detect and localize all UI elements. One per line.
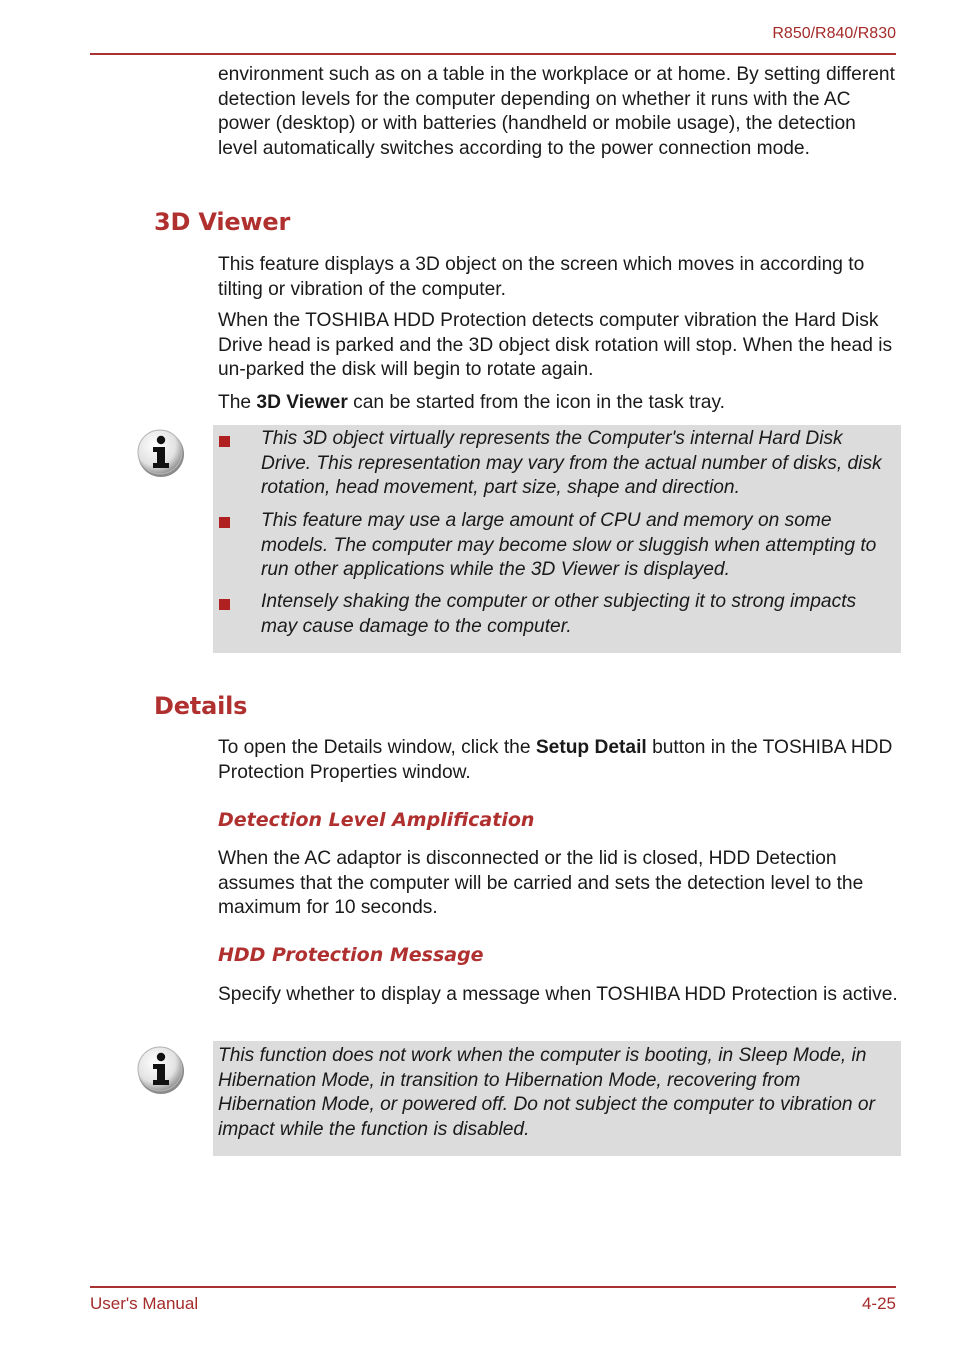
hdd-message-paragraph: Specify whether to display a message when TOSHIBA HDD Protection is active. bbox=[218, 984, 898, 1005]
section-heading-details: Details bbox=[154, 692, 248, 720]
section-heading-3d-viewer: 3D Viewer bbox=[154, 208, 291, 236]
note-box-hdd-message bbox=[213, 1041, 901, 1156]
viewer-paragraph-1: This feature displays a 3D object on the screen which moves in according to tilting or vibration of the computer. bbox=[218, 254, 865, 300]
text-run: can be started from the icon in the task tray. bbox=[347, 392, 725, 413]
intro-paragraph: environment such as on a table in the workplace or at home. By setting different detection levels for the computer depending on whether it runs with the AC power (desktop) or with batteries (handheld or mobile usage), the detection level automatically switches according to the power connection mode. bbox=[218, 64, 895, 159]
bold-term: Setup Detail bbox=[535, 737, 647, 758]
text-run: button in the TOSHIBA HDD Protection Properties window. bbox=[218, 737, 893, 783]
note-item-3: Intensely shaking the computer or other subjecting it to strong impacts may cause damage to the computer. bbox=[261, 591, 857, 637]
text-run: To open the Details window, click the bbox=[218, 737, 536, 758]
header-rule bbox=[90, 53, 896, 55]
bold-term: 3D Viewer bbox=[256, 392, 348, 413]
info-icon bbox=[136, 428, 186, 478]
header-model: R850/R840/R830 bbox=[772, 25, 896, 42]
footer-page-number: 4-25 bbox=[861, 1294, 896, 1313]
details-paragraph bbox=[218, 736, 898, 785]
footer-rule bbox=[90, 1286, 896, 1288]
subheading-hdd-protection-message: HDD Protection Message bbox=[218, 944, 484, 966]
bullet-marker bbox=[219, 599, 230, 610]
info-icon bbox=[136, 1045, 186, 1095]
note-item-1: This 3D object virtually represents the Computer's internal Hard Disk Drive. This representation may vary from the actual number of disks, disk rotation, head movement, part size, shape and direction. bbox=[261, 428, 882, 498]
subheading-detection-level: Detection Level Amplification bbox=[218, 809, 535, 831]
viewer-paragraph-2: When the TOSHIBA HDD Protection detects computer vibration the Hard Disk Drive head is parked and the 3D object disk rotation will stop. When the head is un-parked the disk will begin to rotate again. bbox=[218, 310, 893, 380]
detection-level-paragraph: When the AC adaptor is disconnected or the lid is closed, HDD Detection assumes that the computer will be carried and sets the detection level to the maximum for 10 seconds. bbox=[218, 848, 864, 918]
note-box-3d-viewer bbox=[213, 425, 901, 653]
note-text: This function does not work when the computer is booting, in Sleep Mode, in Hibernation Mode, in transition to Hibernation Mode, recovering from Hibernation Mode, or powered off. Do not subject the computer to vibration or impact while the function is disabled. bbox=[218, 1045, 875, 1140]
text-run: The bbox=[218, 392, 257, 413]
bullet-marker bbox=[219, 436, 230, 447]
note-item-2: This feature may use a large amount of CPU and memory on some models. The computer may become slow or sluggish when attempting to run other applications while the 3D Viewer is displayed. bbox=[261, 510, 877, 580]
bullet-marker bbox=[219, 517, 230, 528]
footer-manual-title: User's Manual bbox=[90, 1294, 199, 1313]
viewer-paragraph-3 bbox=[218, 391, 898, 416]
